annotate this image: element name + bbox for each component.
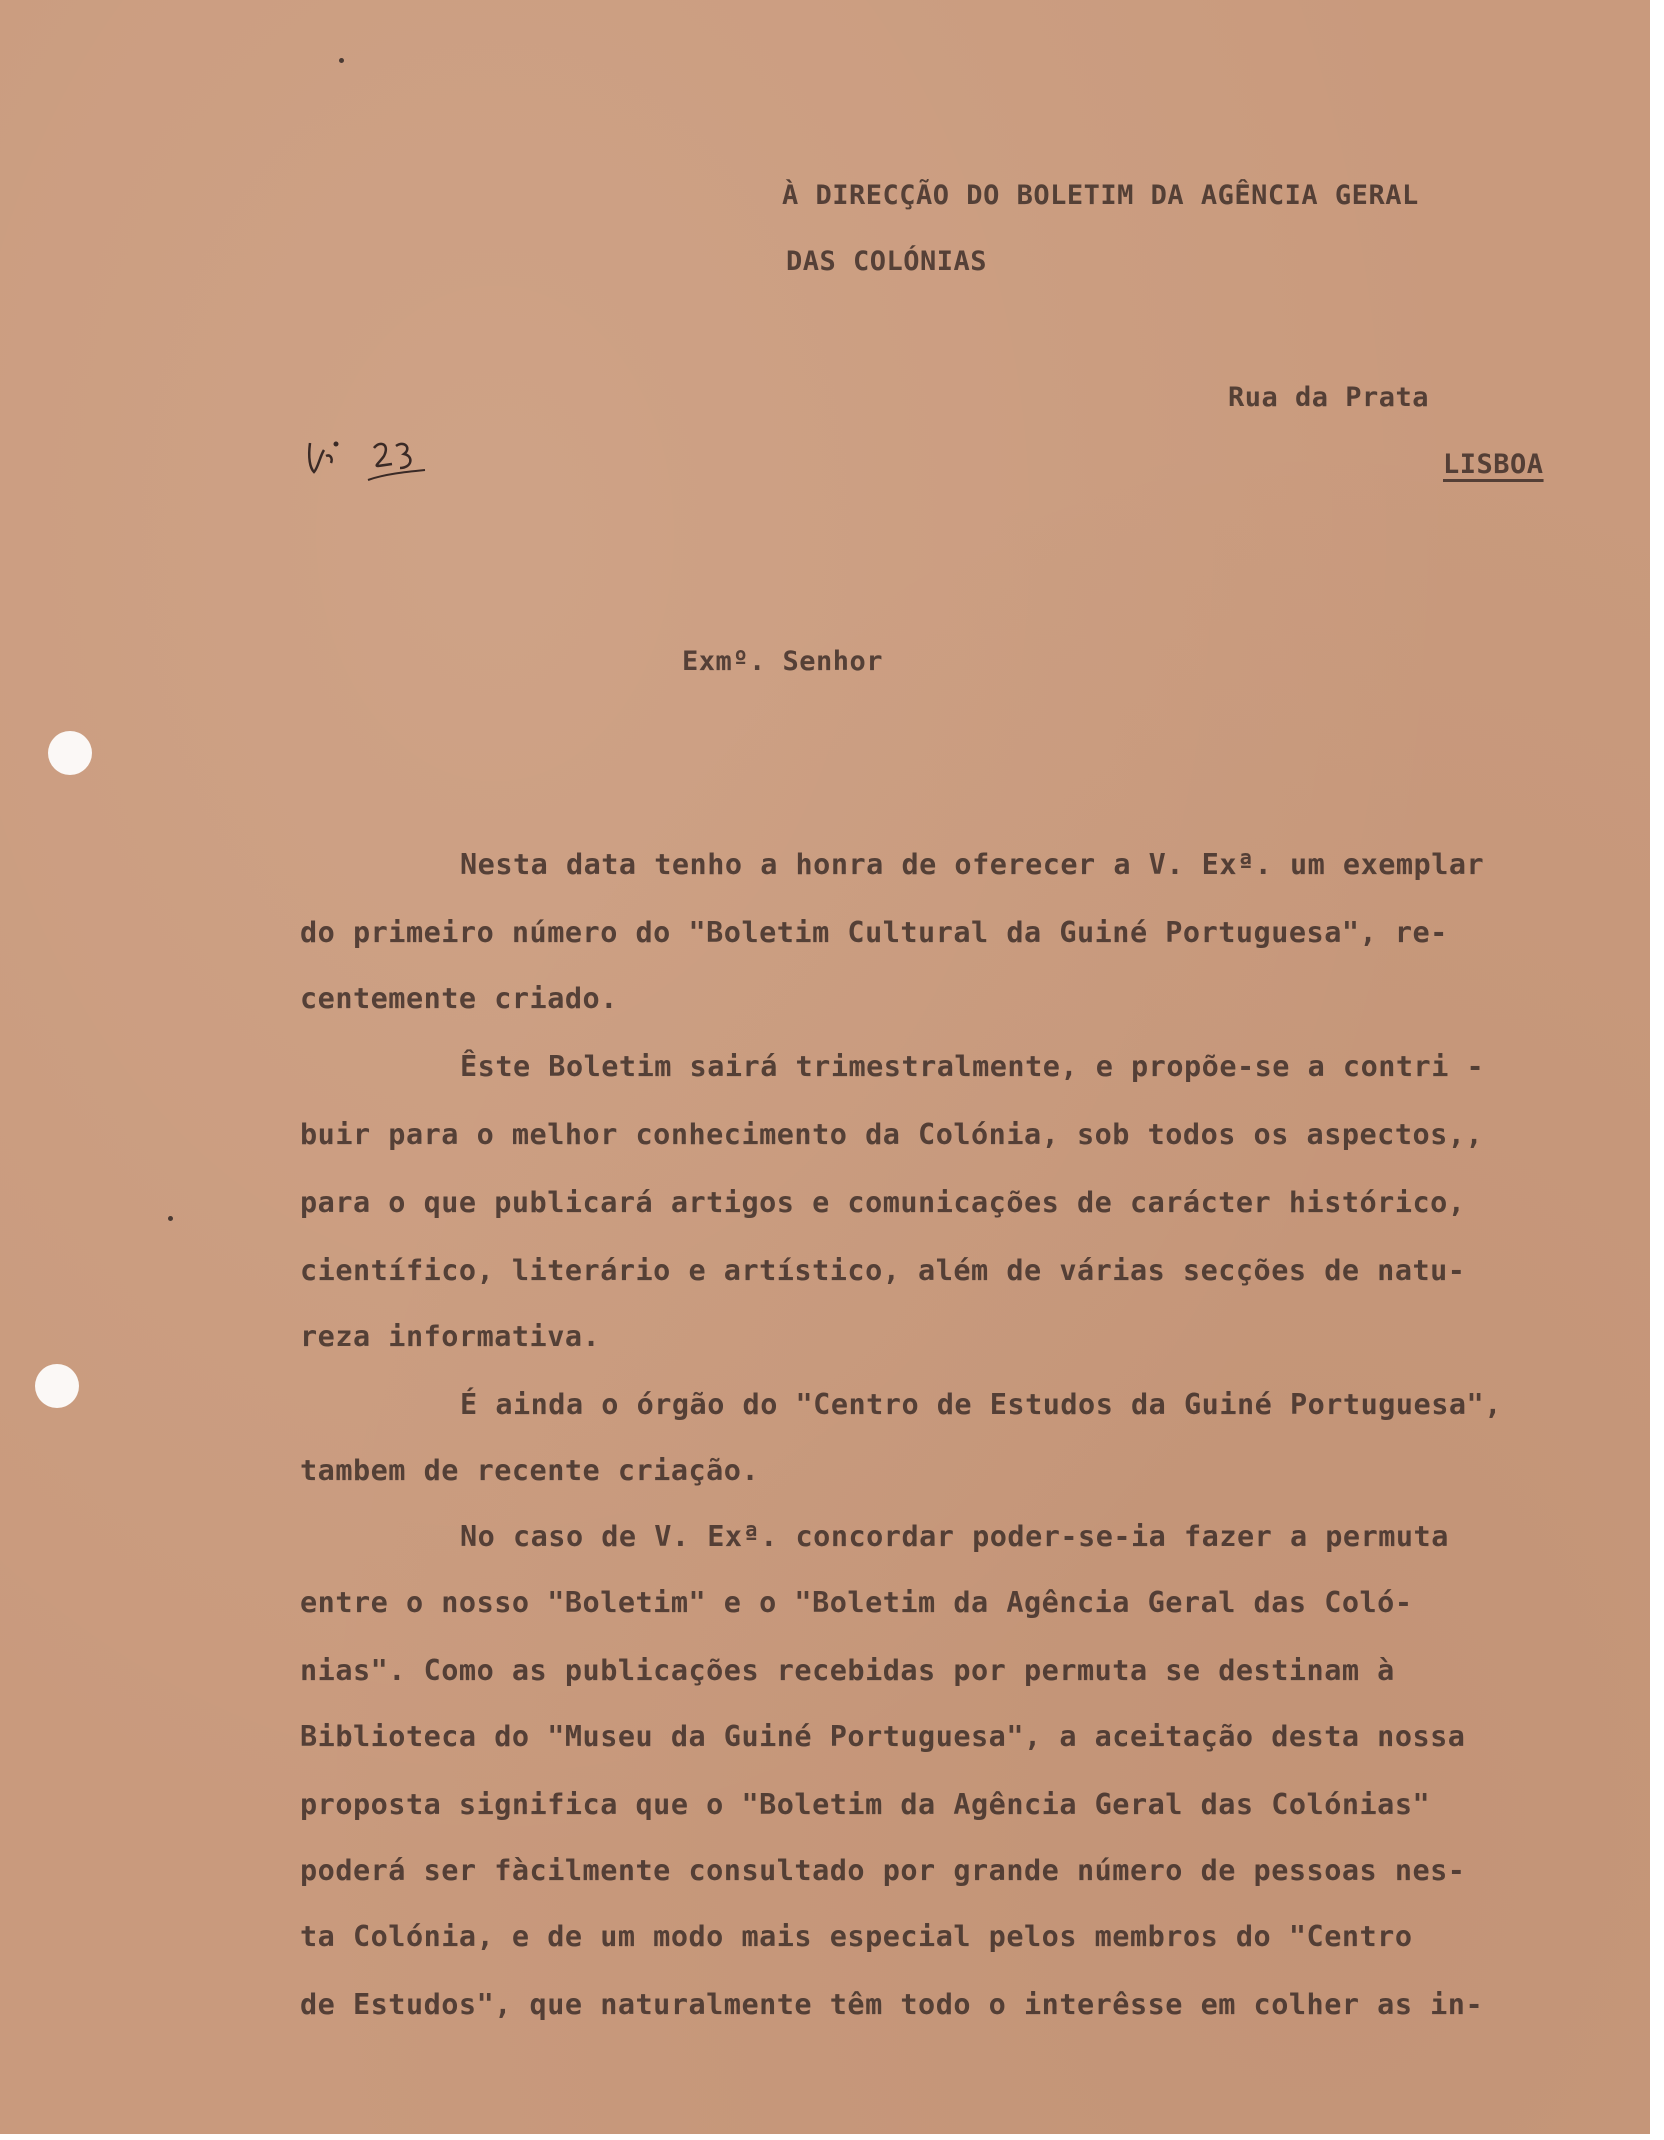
body-line: para o que publicará artigos e comunicações de carácter histórico, — [300, 1186, 1466, 1219]
body-line: científico, literário e artístico, além de várias secções de natu- — [300, 1254, 1466, 1287]
body-line: centemente criado. — [300, 982, 618, 1015]
body-line: reza informativa. — [300, 1320, 601, 1353]
body-line: Nesta data tenho a honra de oferecer a V. Exª. um exemplar — [460, 848, 1485, 881]
salutation: Exmº. Senhor — [682, 646, 884, 677]
body-line: É ainda o órgão do "Centro de Estudos da Guiné Portuguesa", — [460, 1388, 1502, 1421]
body-line: de Estudos", que naturalmente têm todo o interêsse em colher as in- — [300, 1988, 1484, 2021]
paper-speck — [168, 1216, 173, 1221]
handwritten-annotation-drawing — [300, 428, 430, 498]
handwritten-annotation — [300, 428, 430, 498]
recipient-street: Rua da Prata — [1228, 382, 1430, 413]
body-line: entre o nosso "Boletim" e o "Boletim da Agência Geral das Coló- — [300, 1586, 1413, 1619]
body-line: Êste Boletim sairá trimestralmente, e propõe-se a contri - — [460, 1050, 1485, 1083]
body-line: buir para o melhor conhecimento da Colónia, sob todos os aspectos,, — [300, 1118, 1484, 1151]
body-line: nias". Como as publicações recebidas por permuta se destinam à — [300, 1654, 1395, 1687]
body-line: proposta significa que o "Boletim da Agência Geral das Colónias" — [300, 1788, 1431, 1821]
punch-hole-bottom — [35, 1364, 79, 1408]
body-line: tambem de recente criação. — [300, 1454, 760, 1487]
punch-hole-top — [48, 731, 92, 775]
body-line: ta Colónia, e de um modo mais especial pelos membros do "Centro — [300, 1920, 1413, 1953]
recipient-line-1: À DIRECÇÃO DO BOLETIM DA AGÊNCIA GERAL — [782, 180, 1419, 211]
body-line: poderá ser fàcilmente consultado por grande número de pessoas nes- — [300, 1854, 1466, 1887]
recipient-city: LISBOA — [1443, 449, 1544, 480]
body-line: No caso de V. Exª. concordar poder-se-ia fazer a permuta — [460, 1520, 1449, 1553]
body-line: Biblioteca do "Museu da Guiné Portuguesa", a aceitação desta nossa — [300, 1720, 1466, 1753]
body-line: do primeiro número do "Boletim Cultural da Guiné Portuguesa", re- — [300, 916, 1448, 949]
recipient-line-2: DAS COLÓNIAS — [786, 246, 988, 277]
paper-speck — [339, 58, 344, 63]
